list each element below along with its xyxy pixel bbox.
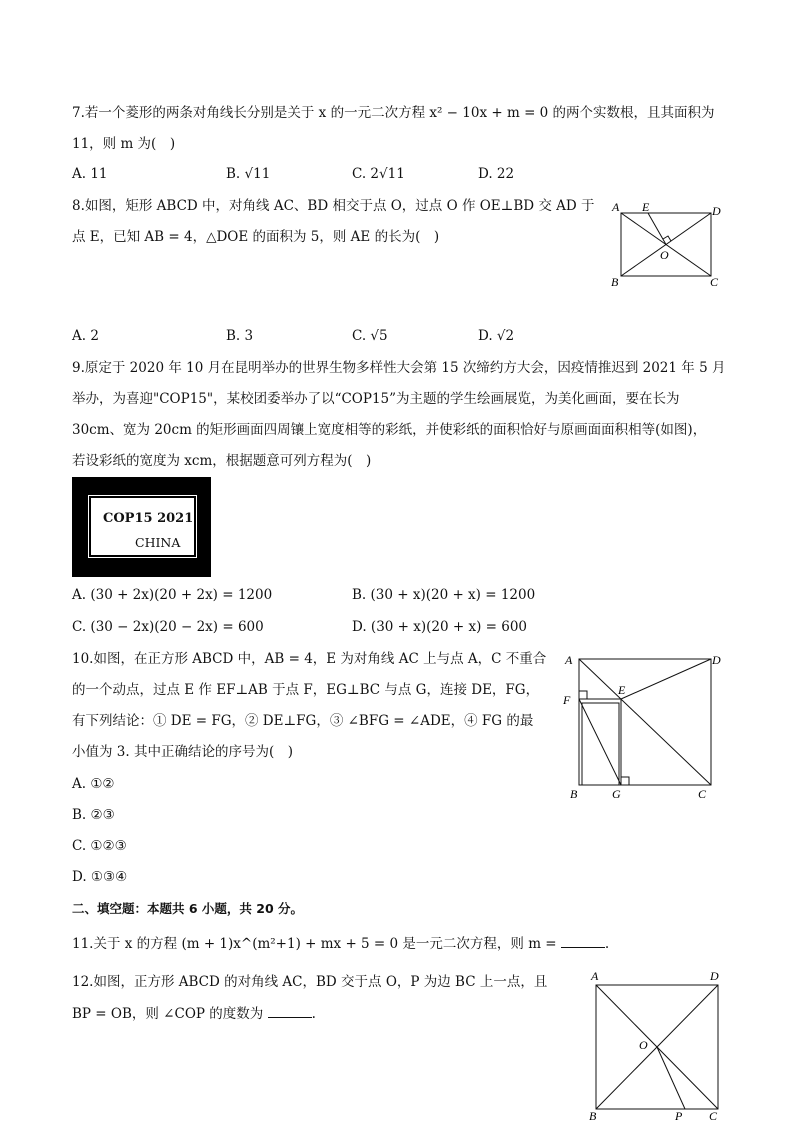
q12-label-p: P [675,1109,683,1123]
cop15-border [88,495,197,558]
q10-label-f: F [563,693,571,707]
q8-line1: 8.如图，矩形 ABCD 中，对角线 AC、BD 相交于点 O，过点 O 作 OE⊥BD 交 AD 于 [72,198,595,214]
q12-label-c: C [709,1109,718,1123]
q10-option-b[interactable]: B. ②③ [72,807,115,823]
q9-line4: 若设彩纸的宽度为 xcm，根据题意可列方程为( ) [72,453,372,469]
q11-line [72,933,609,954]
q10-square-figure [560,650,730,805]
q8-label-a: A [612,200,620,214]
q10-label-c: C [698,787,707,801]
q9-line1: 9.原定于 2020 年 10 月在昆明举办的世界生物多样性大会第 15 次缔约方大会，因疫情推迟到 2021 年 5 月 [72,360,726,376]
cop15-subtitle: CHINA [135,535,181,550]
q8-label-e: E [642,200,650,214]
q12-answer-blank[interactable] [268,1003,312,1018]
q9-option-a[interactable]: A. (30 + 2x)(20 + 2x) = 1200 [72,587,273,603]
q12-end: . [311,1006,316,1022]
q10-label-b: B [570,787,578,801]
q11-end: . [604,936,610,952]
q12-line1: 12.如图，正方形 ABCD 的对角线 AC，BD 交于点 O，P 为边 BC 上一点，且 [72,974,548,990]
q8-option-c[interactable]: C. √5 [352,328,388,344]
q8-label-b: B [611,275,619,289]
q8-line2: 点 E，已知 AB = 4，△DOE 的面积为 5，则 AE 的长为( ) [72,229,440,245]
q10-option-c[interactable]: C. ①②③ [72,838,127,854]
q12-square-figure [580,965,730,1123]
section-2-title: 二、填空题：本题共 6 小题，共 20 分。 [72,901,304,916]
q9-line3: 30cm、宽为 20cm 的矩形画面四周镶上宽度相等的彩纸，并使彩纸的面积恰好与原画面面积相等(如图)， [72,422,707,438]
q9-line2: 举办，为喜迎"COP15"，某校团委举办了以“COP15”为主题的学生绘画展览，为美化画面，要在长为 [72,391,680,407]
q12-label-b: B [589,1109,597,1123]
q11-answer-blank[interactable] [561,933,605,948]
q10-line3: 有下列结论：① DE = FG，② DE⊥FG，③ ∠BFG = ∠ADE，④ FG 的最 [72,713,534,729]
cop15-title: COP15 2021 [103,511,194,526]
q8-label-o: O [660,248,669,262]
q10-line1: 10.如图，在正方形 ABCD 中，AB = 4，E 为对角线 AC 上与点 A，C 不重合 [72,651,547,667]
q10-option-a[interactable]: A. ①② [72,776,115,792]
cop15-card [91,498,194,555]
q10-option-d[interactable]: D. ①③④ [72,869,128,885]
q12-line2 [72,1003,316,1024]
q11-text: 11.关于 x 的方程 (m + 1)x^(m²+1) + mx + 5 = 0 是一元二次方程，则 m = [72,936,557,952]
q10-label-a: A [565,653,573,667]
q12-text: BP = OB，则 ∠COP 的度数为 [72,1006,264,1022]
q8-option-d[interactable]: D. √2 [478,328,515,344]
q10-label-d: D [712,653,721,667]
cop15-picture [72,477,211,577]
q9-option-b[interactable]: B. (30 + x)(20 + x) = 1200 [352,587,536,603]
q10-line2: 的一个动点，过点 E 作 EF⊥AB 于点 F，EG⊥BC 与点 G，连接 DE，FG， [72,682,540,698]
q12-label-a: A [591,969,599,983]
q7-option-b[interactable]: B. √11 [226,166,271,182]
q7-line1: 7.若一个菱形的两条对角线长分别是关于 x 的一元二次方程 x² − 10x + m = 0 的两个实数根，且其面积为 [72,105,715,121]
q7-option-c[interactable]: C. 2√11 [352,166,405,182]
q12-label-d: D [710,969,719,983]
q7-line2: 11，则 m 为( ) [72,136,176,152]
q8-option-b[interactable]: B. 3 [226,328,254,344]
q10-label-e: E [618,683,626,697]
q9-option-d[interactable]: D. (30 + x)(20 + x) = 600 [352,619,528,635]
q7-option-a[interactable]: A. 11 [72,166,108,182]
q8-option-a[interactable]: A. 2 [72,328,99,344]
q9-option-c[interactable]: C. (30 − 2x)(20 − 2x) = 600 [72,619,264,635]
q8-label-d: D [712,204,721,218]
q8-label-c: C [710,275,719,289]
q7-option-d[interactable]: D. 22 [478,166,515,182]
q10-line4: 小值为 3. 其中正确结论的序号为( ) [72,744,293,760]
q10-label-g: G [612,787,621,801]
q8-rectangle-figure [606,196,726,292]
q12-label-o: O [639,1038,648,1052]
